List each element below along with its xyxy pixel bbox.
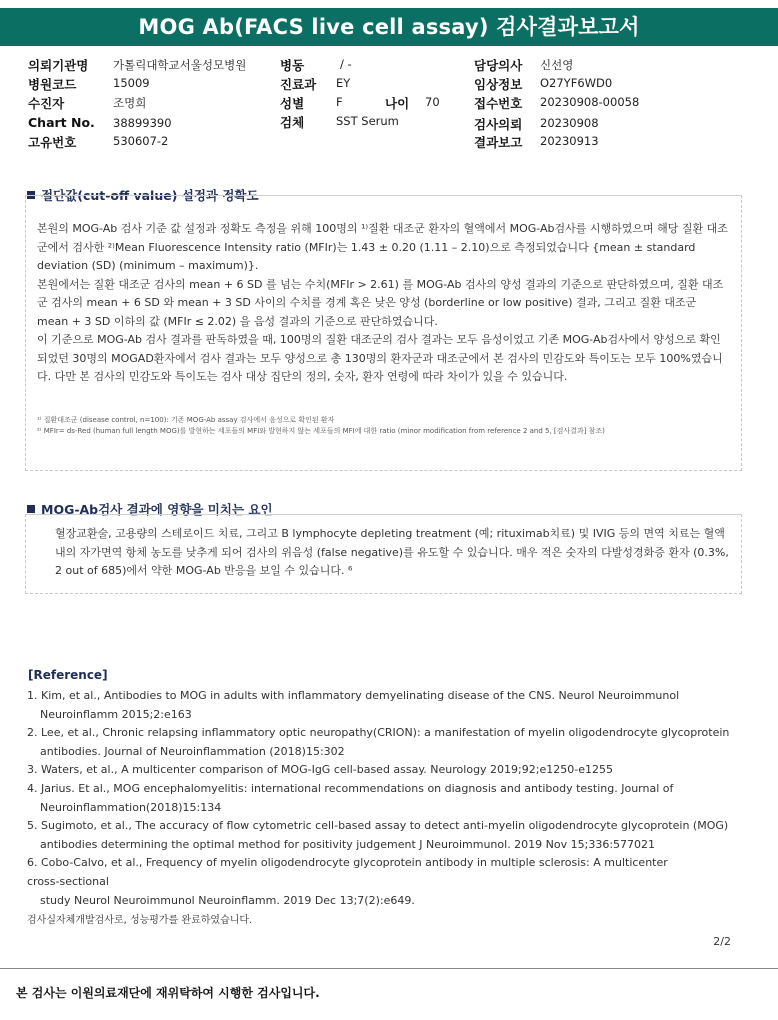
section2-para: 혈장교환술, 고용량의 스테로이드 치료, 그리고 B lymphocyte depleting treatment (예; rituximab치료) 및 IVIG 등의 면역 치료는 혈액 내의 자가면역 항체 농도를 낮추게 되어 검사의 위음성 (false negative)를 유도할 수 있습니다. 매우 적은 숫자의 다발성경화증 환자 (0.3%, 2 out of 685)에서 약한 MOG-Ab 반응을 보일 수 있습니다. ⁶ bbox=[55, 527, 729, 577]
section2-box bbox=[25, 514, 742, 594]
reference-item-cont: Neuroinflammation(2018)15:134 bbox=[40, 800, 222, 814]
patient-value: 조명희 bbox=[113, 96, 147, 110]
reference-item: 2. Lee, et al., Chronic relapsing inflammatory optic neuropathy(CRION): a manifestation of myelin oligodendrocyte glycoprotein bbox=[27, 726, 730, 740]
dept-label: 진료과 bbox=[280, 77, 317, 92]
footnote-2: ²⁾ MFIr= ds-Red (human full length MOG)를 발현하는 세포들의 MFI와 발현하지 않는 세포들의 MFI에 대한 ratio (minor modification from reference 2 and 5, [검사결과] 참조) bbox=[37, 426, 605, 435]
dept-value: EY bbox=[336, 76, 351, 90]
age-value: 70 bbox=[425, 95, 440, 109]
reference-item-cont: cross-sectional bbox=[27, 874, 109, 888]
doctor-value: 신선영 bbox=[540, 58, 574, 72]
chart-value: 38899390 bbox=[113, 116, 172, 130]
section1-box bbox=[25, 195, 742, 471]
receipt-value: 20230908-00058 bbox=[540, 95, 640, 109]
section1-para2: 본원에서는 질환 대조군 검사의 mean + 6 SD 를 넘는 수치(MFIr > 2.61) 를 MOG-Ab 검사의 양성 결과의 기준으로 판단하였으며, 질환 대조군 검사의 mean + 6 SD 와 mean + 3 SD 사이의 수치를 경계 혹은 낮은 양성 (borderline or low positive) 결과, 그리고 질환 대조군 mean + 3 SD 이하의 값 (MFIr ≤ 2.02) 을 음성 결과의 기준으로 판단하였습니다. bbox=[37, 277, 724, 328]
footnote-1: ¹⁾ 질환대조군 (disease control, n=100): 기존 MOG-Ab assay 검사에서 음성으로 확인된 환자 bbox=[37, 415, 335, 424]
ward-value: / - bbox=[340, 57, 352, 71]
reference-item: 1. Kim, et al., Antibodies to MOG in adults with inflammatory demyelinating disease of the CNS. Neurol Neuroimmunol bbox=[27, 689, 680, 702]
unique-label: 고유번호 bbox=[28, 135, 77, 150]
section1-para3: 이 기준으로 MOG-Ab 검사 결과를 판독하였을 때, 100명의 질환 대조군의 검사 결과는 모두 음성이었고 기존 MOG-Ab검사에서 양성으로 확인되었던 30명의 MOGAD환자에서 검사 결과는 모두 양성으로 총 130명의 환자군과 대조군에서 본 검사의 민감도와 특이도는 모두 100%였습니다. 다만 본 검사의 민감도와 특이도는 검사 대상 집단의 정의, 숫자, 환자 연령에 따라 차이가 있을 수 있습니다. bbox=[37, 333, 723, 383]
clinical-label: 임상정보 bbox=[474, 77, 523, 92]
unique-value: 530607-2 bbox=[113, 134, 169, 148]
clinical-value: O27YF6WD0 bbox=[540, 76, 613, 90]
section1-heading-text: 절단값(cut-off value) 설정과 정확도 bbox=[41, 188, 259, 203]
sex-value: F bbox=[336, 95, 343, 109]
sex-label: 성별 bbox=[280, 96, 305, 111]
footer-note: 본 검사는 이원의료재단에 재위탁하여 시행한 검사입니다. bbox=[16, 986, 320, 1000]
specimen-label: 검체 bbox=[280, 115, 305, 130]
patient-label: 수진자 bbox=[28, 96, 65, 111]
reference-item-last: study Neurol Neuroimmunol Neuroinflamm. 2019 Dec 13;7(2):e649. bbox=[40, 893, 415, 907]
report-title: MOG Ab(FACS live cell assay) 검사결과보고서 bbox=[0, 8, 778, 46]
hospital-label: 의뢰기관명 bbox=[28, 58, 89, 73]
reference-item: 4. Jarius. Et al., MOG encephalomyelitis: international recommendations on diagnosis and antibody testing. Journal of bbox=[27, 781, 674, 795]
reference-item-cont: antibodies. Journal of Neuroinflammation (2018)15:302 bbox=[40, 744, 345, 758]
code-value: 15009 bbox=[113, 76, 150, 90]
receipt-label: 접수번호 bbox=[474, 96, 523, 111]
specimen-value: SST Serum bbox=[336, 114, 399, 128]
reference-item: 3. Waters, et al., A multicenter comparison of MOG-IgG cell-based assay. Neurology 2019;92;e1250-e1255 bbox=[27, 763, 613, 777]
section1-para1: 본원의 MOG-Ab 검사 기준 값 설정과 정확도 측정을 위해 100명의 ¹⁾질환 대조군 환자의 혈액에서 MOG-Ab검사를 시행하였으며 해당 질환 대조군에서 검사한 ²⁾Mean Fluorescence Intensity ratio (MFIr)는 1.43 ± 0.20 (1.11 – 2.10)으로 측정되었습니다 {mean ± standard deviation (SD) (minimum – maximum)}. bbox=[37, 222, 728, 272]
ward-label: 병동 bbox=[280, 58, 305, 73]
reference-item-cont: antibodies determining the optimal method for positivity judgement J Neuroimmunol. 2019 Nov 15;336:577021 bbox=[40, 837, 656, 851]
hospital-value: 가톨릭대학교서울성모병원 bbox=[113, 58, 247, 72]
page-number: 2/2 bbox=[713, 935, 731, 948]
request-label: 검사의뢰 bbox=[474, 117, 523, 132]
doctor-label: 담당의사 bbox=[474, 58, 523, 73]
report-date-value: 20230913 bbox=[540, 134, 599, 148]
footer-divider bbox=[0, 968, 778, 969]
validation-note: 검사실자체개발검사로, 성능평가를 완료하였습니다. bbox=[27, 915, 253, 927]
age-label: 나이 bbox=[385, 96, 410, 111]
report-date-label: 결과보고 bbox=[474, 135, 523, 150]
reference-item: 5. Sugimoto, et al., The accuracy of flow cytometric cell-based assay to detect anti-myelin oligodendrocyte glycoprotein (MOG) bbox=[27, 819, 729, 833]
reference-list bbox=[27, 687, 747, 931]
section2-heading-text: MOG-Ab검사 결과에 영향을 미치는 요인 bbox=[41, 502, 273, 517]
bullet-square-icon bbox=[27, 505, 35, 513]
chart-label: Chart No. bbox=[28, 115, 95, 130]
reference-item: 6. Cobo-Calvo, et al., Frequency of myelin oligodendrocyte glycoprotein antibody in multiple sclerosis: A multicenter bbox=[27, 856, 668, 870]
request-value: 20230908 bbox=[540, 116, 599, 130]
reference-title: [Reference] bbox=[28, 668, 108, 682]
reference-item-cont: Neuroinflamm 2015;2:e163 bbox=[40, 707, 192, 721]
code-label: 병원코드 bbox=[28, 77, 77, 92]
